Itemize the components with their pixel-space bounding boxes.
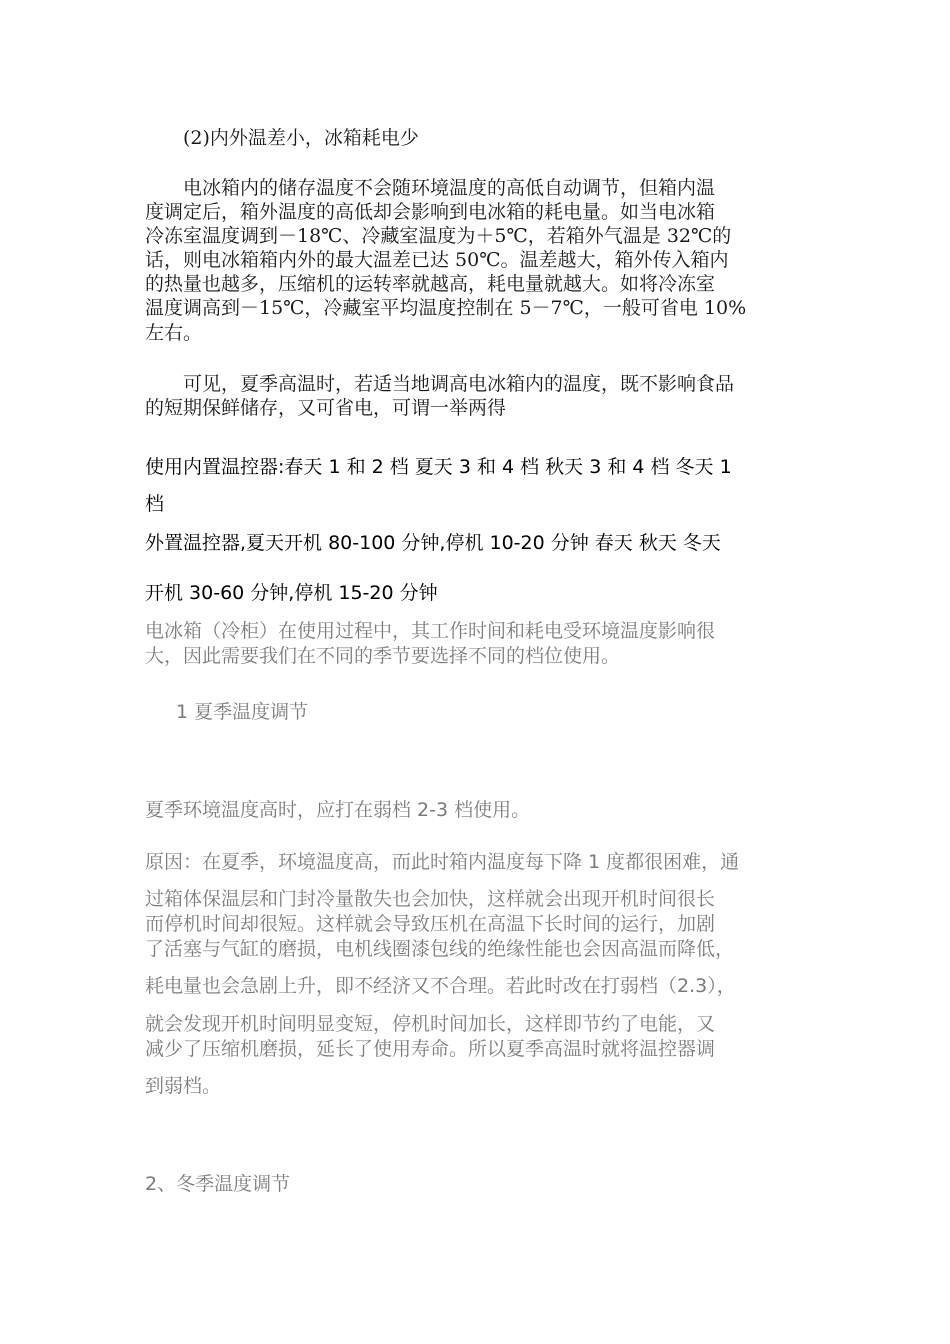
paragraph-line: 左右。 [145, 322, 203, 344]
thermostat-line: 开机 30-60 分钟,停机 15-20 分钟 [145, 582, 438, 604]
paragraph-line: 冷冻室温度调到－18℃、冷藏室温度为＋5℃，若箱外气温是 32℃的 [145, 225, 732, 247]
reason-line: 减少了压缩机磨损，延长了使用寿命。所以夏季高温时就将温控器调 [145, 1038, 716, 1060]
reason-line: 就会发现开机时间明显变短，停机时间加长，这样即节约了电能，又 [145, 1013, 716, 1035]
intro-line: 大，因此需要我们在不同的季节要选择不同的档位使用。 [145, 645, 621, 667]
section-heading-temperature-difference: (2)内外温差小，冰箱耗电少 [183, 127, 419, 149]
paragraph-line: 的短期保鲜储存，又可省电，可谓一举两得 [145, 397, 507, 419]
reason-line: 到弱档。 [145, 1075, 222, 1097]
summer-heading: 1 夏季温度调节 [176, 701, 309, 723]
thermostat-line: 外置温控器,夏天开机 80-100 分钟,停机 10-20 分钟 春天 秋天 冬天 [145, 532, 721, 554]
intro-line: 电冰箱（冷柜）在使用过程中，其工作时间和耗电受环境温度影响很 [145, 620, 716, 642]
winter-heading: 2、冬季温度调节 [145, 1173, 291, 1195]
paragraph-line: 电冰箱内的储存温度不会随环境温度的高低自动调节，但箱内温 [183, 177, 716, 199]
reason-line: 原因：在夏季，环境温度高，而此时箱内温度每下降 1 度都很困难，通 [145, 851, 740, 873]
paragraph-line: 温度调高到－15℃，冷藏室平均温度控制在 5－7℃，一般可省电 10% [145, 297, 747, 319]
paragraph-line: 度调定后，箱外温度的高低却会影响到电冰箱的耗电量。如当电冰箱 [145, 201, 716, 223]
thermostat-line: 使用内置温控器:春天 1 和 2 档 夏天 3 和 4 档 秋天 3 和 4 档 冬天 1 [145, 456, 732, 478]
paragraph-line: 的热量也越多，压缩机的运转率就越高，耗电量就越大。如将冷冻室 [145, 273, 716, 295]
summer-tip: 夏季环境温度高时，应打在弱档 2-3 档使用。 [145, 799, 531, 821]
paragraph-line: 可见，夏季高温时，若适当地调高电冰箱内的温度，既不影响食品 [183, 373, 735, 395]
paragraph-line: 话，则电冰箱箱内外的最大温差已达 50℃。温差越大，箱外传入箱内 [145, 249, 729, 271]
reason-line: 耗电量也会急剧上升，即不经济又不合理。若此时改在打弱档（2.3）， [145, 975, 736, 997]
thermostat-line: 档 [145, 493, 165, 515]
reason-line: 了活塞与气缸的磨损，电机线圈漆包线的绝缘性能也会因高温而降低， [145, 938, 735, 960]
reason-line: 而停机时间却很短。这样就会导致压机在高温下长时间的运行，加剧 [145, 913, 716, 935]
reason-line: 过箱体保温层和门封冷量散失也会加快，这样就会出现开机时间很长 [145, 888, 716, 910]
